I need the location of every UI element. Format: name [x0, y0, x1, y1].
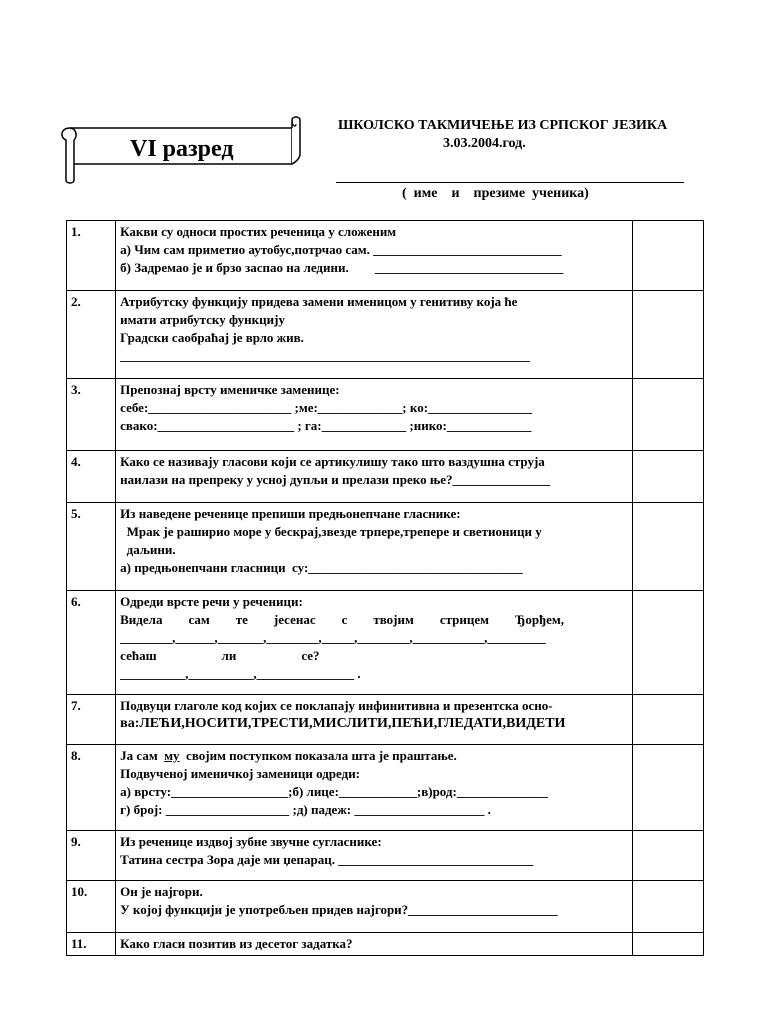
question-number: 5. [67, 503, 116, 591]
student-name-line[interactable] [336, 182, 684, 183]
answer-line[interactable]: а) предњонепчани гласници су:_________________________________ [120, 560, 523, 575]
question-row-9 [67, 831, 704, 881]
score-cell[interactable] [632, 745, 703, 831]
question-text: Како гласи позитив из десетог задатка? [120, 936, 353, 951]
competition-title: ШКОЛСКО ТАКМИЧЕЊЕ ИЗ СРПСКОГ ЈЕЗИКА [338, 118, 668, 133]
question-body [116, 221, 633, 291]
question-body [116, 933, 633, 956]
question-text: Он је најгори. [120, 884, 203, 899]
question-body [116, 745, 633, 831]
question-text: имати атрибутску функцију [120, 312, 285, 327]
question-text: Из наведене реченице препиши предњонепчане гласнике: [120, 506, 461, 521]
score-cell[interactable] [632, 221, 703, 291]
question-sentence: Мрак је раширио море у бескрај,звезде трпере,треперe и светионици у [120, 524, 542, 539]
question-body [116, 379, 633, 451]
verb-list[interactable]: ва:ЛЕЋИ,НОСИТИ,ТРЕСТИ,МИСЛИТИ,ПЕЋИ,ГЛЕДАТИ,ВИДЕТИ [120, 716, 566, 731]
answer-line[interactable]: а) Чим сам приметио аутобус,потрчао сам. _____________________________ [120, 242, 562, 257]
student-name-label: ( име и презиме ученика) [402, 186, 589, 201]
question-sentence: Видела сам те јесенас с твојим стрицем Ђорђем, [120, 612, 564, 627]
question-text: Препознај врсту именичке заменице: [120, 382, 340, 397]
question-body [116, 695, 633, 745]
question-row-8 [67, 745, 704, 831]
answer-line[interactable]: У којој функцији је употребљен придев најгори?_______________________ [120, 902, 558, 917]
question-text: Подвуци глаголе код којих се поклапају инфинитивна и презентска осно- [120, 698, 553, 713]
answer-line[interactable]: __________,__________,_______________ . [120, 666, 361, 681]
question-number: 1. [67, 221, 116, 291]
question-number: 2. [67, 291, 116, 379]
question-body [116, 831, 633, 881]
question-text: Како се називају гласови који се артикулишу тако што ваздушна струја [120, 454, 545, 469]
score-cell[interactable] [632, 379, 703, 451]
question-text: Атрибутску функцију придева замени именицом у генитиву која ће [120, 294, 518, 309]
question-number: 9. [67, 831, 116, 881]
question-row-2 [67, 291, 704, 379]
answer-line[interactable]: а) врсту:__________________;б) лице:____________;в)род:______________ [120, 784, 548, 799]
question-row-6 [67, 591, 704, 695]
answer-line[interactable]: себе:______________________ ;ме:_____________; ко:________________ [120, 400, 533, 415]
answer-line[interactable]: наилази на препреку у усној дупљи и прелази преко ње?_______________ [120, 472, 550, 487]
question-number: 10. [67, 881, 116, 933]
answer-line[interactable]: г) број: ___________________ ;д) падеж: ____________________ . [120, 802, 491, 817]
grade-label: VI разред [130, 136, 234, 162]
question-number: 6. [67, 591, 116, 695]
sentence-end: својим поступком показала шта је праштање. [179, 748, 457, 763]
question-row-7 [67, 695, 704, 745]
question-row-11 [67, 933, 704, 956]
question-row-10 [67, 881, 704, 933]
question-text: Градски саобраћај је врло жив. [120, 330, 304, 345]
question-row-3 [67, 379, 704, 451]
answer-line[interactable]: б) Задремао је и брзо заспао на ледини. _____________________________ [120, 260, 564, 275]
score-cell[interactable] [632, 503, 703, 591]
question-body [116, 451, 633, 503]
answer-line[interactable]: ________,______,_______,________,_____,________,___________,_________ [120, 630, 546, 645]
question-number: 3. [67, 379, 116, 451]
question-text: Подвученој именичкој заменици одреди: [120, 766, 361, 781]
question-body [116, 881, 633, 933]
score-cell[interactable] [632, 881, 703, 933]
question-body [116, 503, 633, 591]
question-number: 11. [67, 933, 116, 956]
question-sentence [120, 747, 628, 765]
question-number: 7. [67, 695, 116, 745]
score-cell[interactable] [632, 695, 703, 745]
question-sentence: даљини. [120, 542, 176, 557]
score-cell[interactable] [632, 933, 703, 956]
underlined-pronoun: му [164, 748, 180, 763]
answer-line[interactable]: свако:_____________________ ; га:_____________ ;нико:_____________ [120, 418, 532, 433]
question-body [116, 291, 633, 379]
competition-date: 3.03.2004.год. [443, 136, 526, 151]
question-number: 4. [67, 451, 116, 503]
sentence-start: Ја сам [120, 748, 165, 763]
score-cell[interactable] [632, 591, 703, 695]
question-text: Одреди врсте речи у реченици: [120, 594, 303, 609]
question-row-1 [67, 221, 704, 291]
score-cell[interactable] [632, 831, 703, 881]
questions-table [66, 220, 704, 956]
score-cell[interactable] [632, 451, 703, 503]
question-number: 8. [67, 745, 116, 831]
question-text: Из реченице издвој зубне звучне сугласнике: [120, 834, 382, 849]
answer-line[interactable]: _______________________________________________________________ [120, 348, 530, 363]
score-cell[interactable] [632, 291, 703, 379]
question-text: Какви су односи простих реченица у сложеним [120, 224, 397, 239]
question-body [116, 591, 633, 695]
question-row-4 [67, 451, 704, 503]
question-sentence: сећаш ли се? [120, 648, 320, 663]
answer-line[interactable]: Татина сестра Зора даје ми џепарац. ______________________________ [120, 852, 534, 867]
question-row-5 [67, 503, 704, 591]
